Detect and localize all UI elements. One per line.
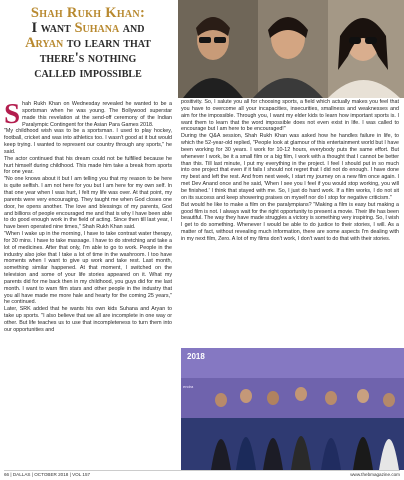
banner-year: 2018	[187, 352, 205, 361]
lead-paragraph-text: hah Rukh Khan on Wednesday revealed he wanted to be a sportsman when he was young. The Bollywood superstar made this revelation at the send-off ceremony of the Indian Paralympic Contingent for the Asian Para Games 2018.	[22, 101, 172, 128]
headline-line-5: called impossible	[34, 65, 142, 81]
footer-issue-info: 66 | DALLAS | OCTOBER 2018 | VOL 157	[4, 472, 91, 477]
body-paragraph: positivity. So, I salute you all for choosing sports, a field which actually makes you feel that you have to overcome all your incapacities, insecurities, smallness and weaknesses and aim for the impossible. Through you, I want my elder kids to learn how important sports is. I want them to learn that the word impossible does not even exist in life. I was called to encourage but I am here to be encouraged!"	[181, 99, 399, 133]
headline-line-4: there's nothing	[39, 50, 137, 66]
photo-srk-with-children	[178, 0, 404, 98]
body-paragraph: "When I wake up in the morning, I have to take contrast water therapy, for 30 mins. I have to take massage. I have to do stretching and take a lot of medicines. After that only, I'm able to go to work. People in the industry also joke that I take a lot of time in the washroom. I too have moments when I want to give up work and take rest. Last month, something similar happened. At that moment, I switched on the television and some of your life stories appeared on it. What my parents did for me back then in my childhood, you guys did for me last month. I want to warn film stars and other people in the industry that you all have made me more hale and hearty for the coming 25 years," he continued.	[4, 231, 172, 306]
body-paragraph: "No one knows about it but I am telling you that my reason to be here is quite selfish. I am not here for you but I am here for my own self. In that one year when I was hurt, I felt my life was over. At that point, my parents were very encouraging. They taught me when God closes one door, he opens another. The love and blessings of my parents, God and billions of people encouraged me and that is why I have been able to do good enough work in the field of acting. Since then till last year, I have been operated nine times," Shah Rukh Khan said.	[4, 176, 172, 231]
body-paragraph: But would he like to make a film on the paralympians? "Making a film is easy but making a good film is not. I always wait for the right opportunity to present a movie. Their life has been beautiful. The way they have made struggles a victory is something very inspiring. So, I wish I get to do something. Whenever I would be able to do justice to their stories, I will. As a matter of fact, without revealing much information, there are some aspects I'm dealing with in my next film, Zero. A lot of my films don't work, I don't want to do that with their stories.	[181, 201, 399, 242]
headline-name-aryan: Aryan	[25, 35, 64, 51]
footer-divider	[4, 470, 400, 471]
event-photo-illustration	[181, 348, 404, 470]
headline-line-2	[4, 21, 172, 36]
headline-text: I want	[31, 20, 75, 36]
article-column-right	[181, 99, 399, 243]
article-column-left	[4, 98, 172, 334]
body-paragraph: The actor continued that his dream could not be fulfilled because he hurt himself during childhood. This made him take a break from sports for one year.	[4, 155, 172, 176]
footer-website: www.thebmagazine.com	[350, 472, 400, 477]
headline-line-1: Shah Rukh Khan:	[30, 5, 146, 21]
lead-paragraph	[4, 98, 172, 130]
headline-text: and	[119, 20, 145, 36]
photo-illustration	[178, 0, 404, 98]
headline-text: to learn that	[63, 35, 151, 51]
headline-name-suhana: Suhana	[74, 20, 120, 36]
article-headline	[4, 6, 172, 81]
body-paragraph: Later, SRK added that he wants his own kids Suhana and Aryan to take up sports. "I also believe that we all are incomplete in one way or other. But life teaches us to use that incompleteness to turn them into our opportunities and	[4, 306, 172, 333]
body-paragraph: "My childhood wish was to be a sportsman. I used to play hockey, football, cricket and was into athletics too. I wasn't good at it but would keep trying. I wanted to represent our country through any sports," he said.	[4, 128, 172, 155]
body-paragraph: During the Q&A session, Shah Rukh Khan was asked how he handles failure in life, to which the 52-year-old replied, "People look at glamour of this entertainment world but I have been working for 30 years. I work for 10-12 hours, everybody puts the same effort. But whenever I work, be it a small film or a big film, I work with a thought that I cannot be better than this. Till last minute, I put my everything in the project. I feel I should put in so much into one project that even if it fails I should not regret that I did not do enough. I have done my best and left the rest. And from next week, I start my journey on a new film once again. I met Dev Anand once and he said, 'When I see you I feel if you would stop working, you will be finished.' I think that stayed with me. So, I just do hard work. If a film works, I do not sit on its success and keep showering praises on myself nor do I stop for negative criticism."	[181, 133, 399, 201]
photo-paralympic-event	[181, 348, 404, 470]
drop-cap: S	[4, 98, 21, 130]
headline-line-3	[4, 36, 172, 51]
banner-word: endra	[183, 384, 194, 389]
